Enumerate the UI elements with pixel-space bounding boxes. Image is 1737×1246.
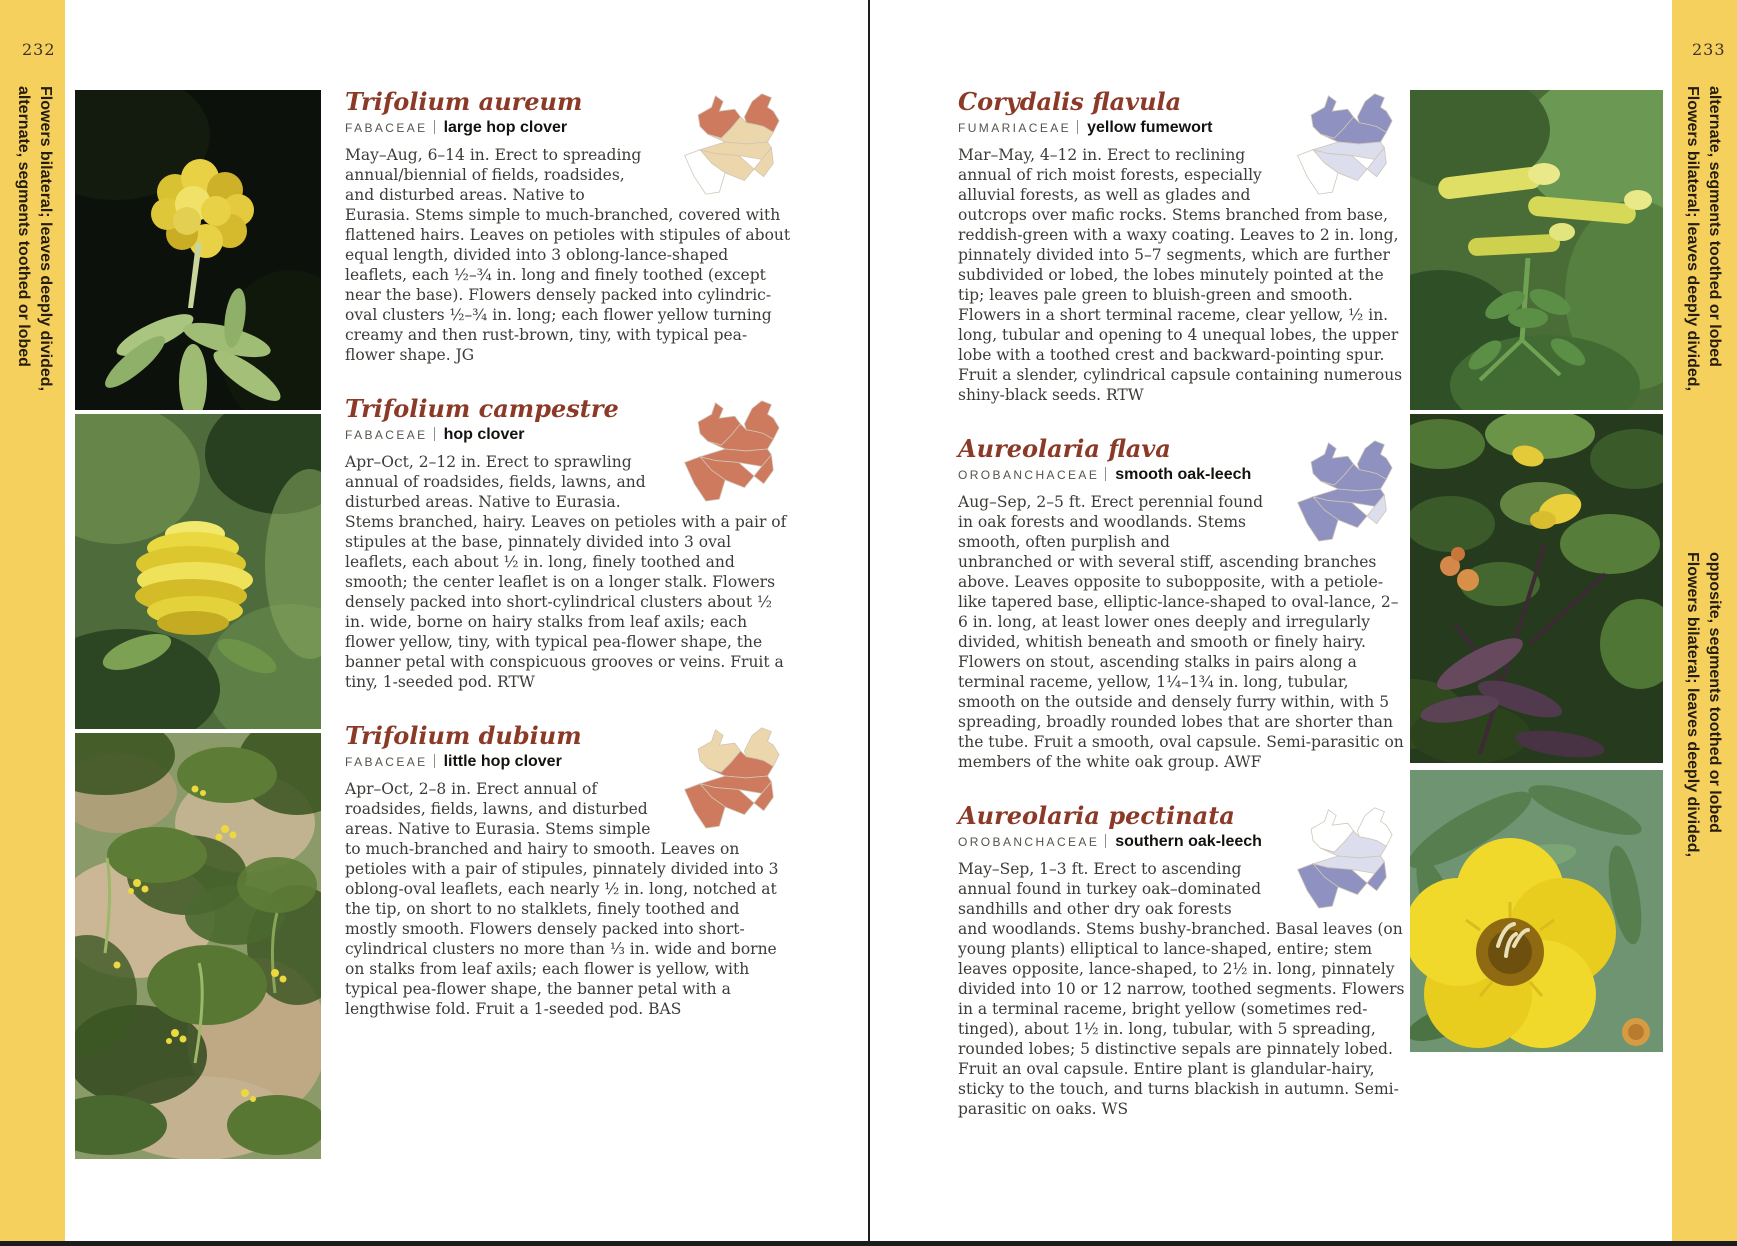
range-map-svg bbox=[1277, 802, 1405, 910]
species-entry-trifolium-dubium bbox=[345, 722, 792, 1019]
family-name: FABACEAE bbox=[345, 755, 428, 769]
species-name: Aureolaria pectinata bbox=[958, 801, 1235, 830]
caption-line: Flowers bilateral; leaves deeply divided, bbox=[37, 86, 54, 392]
species-description: Apr–Oct, 2–8 in. Erect annual of roadsides, fields, lawns, and disturbed areas. Native to Eurasia. Stems simple to much-branched and hairy to smooth. Leaves on petioles with a pair of stipules, pinnately divided into 3 oblong-oval leaflets, each nearly ½ in. long, notched at the tip, on short to no stalklets, finely toothed and mostly smooth. Flowers densely packed into short-cylindrical clusters no more than ⅓ in. wide and borne on stalks from leaf axils; each flower is yellow, with typical pea-flower shape, the banner petal with a lengthwise fold. Fruit a 1-seeded pod. BAS bbox=[345, 780, 779, 1018]
family-name: FABACEAE bbox=[345, 121, 428, 135]
common-name: smooth oak-leech bbox=[1115, 466, 1252, 483]
caption-line: alternate, segments toothed or lobed bbox=[15, 86, 32, 367]
family-divider bbox=[1105, 834, 1106, 848]
family-name: FABACEAE bbox=[345, 428, 428, 442]
range-map-svg bbox=[1277, 435, 1405, 543]
common-name: hop clover bbox=[443, 426, 525, 443]
page-bottom-edge bbox=[0, 1241, 1737, 1246]
family-divider bbox=[1077, 120, 1078, 134]
species-description: May–Sep, 1–3 ft. Erect to ascending annual found in turkey oak–dominated sandhills and other dry oak forests and woodlands. Stems bushy-branched. Basal leaves (on young plants) elliptical to lance-shaped, entire; stem leaves opposite, lance-shaped, to 2½ in. long, pinnately divided into 10 or 12 narrow, toothed segments. Flowers in a terminal raceme, bright yellow (sometimes red-tinged), about 1½ in. long, tubular, with 5 spreading, rounded lobes; 5 distinctive sepals are pinnately lobed. Fruit an oval capsule. Entire plant is glandular-hairy, sticky to the touch, and turns blackish in autumn. Semi-parasitic on oaks. WS bbox=[958, 860, 1405, 1118]
species-description: Aug–Sep, 2–5 ft. Erect perennial found in oak forests and woodlands. Stems smooth, often purplish and unbranched or with several stiff, ascending branches above. Leaves opposite to subopposite, with a petiole-like tapered base, elliptic-lance-shaped to oval-lance, 2–6 in. long, at least lower ones deeply and irregularly divided, whitish beneath and smooth or finely hairy. Flowers on stout, ascending stalks in pairs along a terminal raceme, yellow, 1¼–1¾ in. long, tubular, smooth on the outside and densely furry within, with 5 spreading, broadly rounded lobes that are shorter than the tube. Fruit a smooth, oval capsule. Semi-parasitic on members of the white oak group. AWF bbox=[958, 493, 1404, 771]
common-name: little hop clover bbox=[443, 753, 562, 770]
species-name: Trifolium dubium bbox=[345, 721, 582, 750]
range-map-svg bbox=[664, 722, 792, 830]
photo-art bbox=[1410, 414, 1663, 763]
photo-art bbox=[1410, 90, 1663, 410]
caption-line: opposite, segments toothed or lobed bbox=[1706, 552, 1723, 833]
photo-art bbox=[75, 733, 321, 1159]
flower-bud-center bbox=[1628, 1024, 1644, 1040]
photo-aureolaria-pectinata bbox=[1410, 770, 1663, 1052]
species-name: Trifolium aureum bbox=[345, 87, 583, 116]
left-sidebar-caption bbox=[8, 86, 56, 586]
range-map bbox=[1277, 802, 1405, 910]
family-name: FUMARIACEAE bbox=[958, 121, 1072, 135]
left-sidebar-tab bbox=[0, 0, 65, 1241]
family-name: OROBANCHACEAE bbox=[958, 468, 1100, 482]
species-name: Corydalis flavula bbox=[958, 87, 1182, 116]
photo-art bbox=[1410, 770, 1663, 1052]
family-name: OROBANCHACEAE bbox=[958, 835, 1100, 849]
photo-trifolium-campestre bbox=[75, 414, 321, 729]
range-map-svg bbox=[664, 88, 792, 196]
right-sidebar-tab bbox=[1672, 0, 1737, 1241]
species-description: Mar–May, 4–12 in. Erect to reclining annual of rich moist forests, especially alluvial forests, as well as glades and outcrops over mafic rocks. Stems branched from base, reddish-green with a waxy coating. Leaves to 2 in. long, pinnately divided into 5–7 segments, which are further subdivided or lobed, the lobes minutely pointed at the tip; leaves pale green to bluish-green and smooth. Flowers in a short terminal raceme, clear yellow, ½ in. long, tubular and opening to 4 unequal lobes, the upper lobe with a toothed crest and backward-pointing spur. Fruit a slender, cylindrical capsule containing numerous shiny-black seeds. RTW bbox=[958, 146, 1403, 404]
range-map bbox=[664, 88, 792, 196]
species-name: Trifolium campestre bbox=[345, 394, 619, 423]
range-map bbox=[664, 722, 792, 830]
photo-trifolium-aureum bbox=[75, 90, 321, 410]
range-map bbox=[1277, 88, 1405, 196]
family-divider bbox=[434, 120, 435, 134]
photo-art bbox=[75, 90, 321, 410]
family-divider bbox=[434, 427, 435, 441]
right-sidebar-caption-top bbox=[1681, 86, 1729, 586]
species-entry-trifolium-aureum bbox=[345, 88, 792, 365]
common-name: large hop clover bbox=[443, 119, 568, 136]
common-name: yellow fumewort bbox=[1087, 119, 1213, 136]
family-divider bbox=[1105, 467, 1106, 481]
species-description: Apr–Oct, 2–12 in. Erect to sprawling annual of roadsides, fields, lawns, and disturbed areas. Native to Eurasia. Stems branched, hairy. Leaves on petioles with a pair of stipules at the base, pinnately divided into 3 oval leaflets, each about ½ in. long, finely toothed and smooth; the center leaflet is on a longer stalk. Flowers densely packed into short-cylindrical clusters about ½ in. wide, borne on hairy stalks from leaf axils; each flower yellow, tiny, with typical pea-flower shape, the banner petal with conspicuous grooves or veins. Fruit a tiny, 1-seeded pod. RTW bbox=[345, 453, 787, 691]
species-description: May–Aug, 6–14 in. Erect to spreading annual/biennial of fields, roadsides, and disturbed areas. Native to Eurasia. Stems simple to much-branched, covered with flattened hairs. Leaves on petioles with stipules of about equal length, divided into 3 oblong-lance-shaped leaflets, each ½–¾ in. long and finely toothed (except near the base). Flowers densely packed into cylindric-oval clusters ½–¾ in. long; each flower yellow turning creamy and then rust-brown, tiny, with typical pea-flower shape. JG bbox=[345, 146, 791, 364]
range-map-svg bbox=[664, 395, 792, 503]
range-map bbox=[664, 395, 792, 503]
caption-line: Flowers bilateral; leaves deeply divided, bbox=[1684, 552, 1701, 858]
page-gutter-line bbox=[868, 0, 870, 1246]
caption-line: alternate, segments toothed or lobed bbox=[1706, 86, 1723, 367]
species-entry-corydalis-flavula bbox=[958, 88, 1405, 405]
right-text-column bbox=[958, 88, 1405, 1119]
photo-trifolium-dubium bbox=[75, 733, 321, 1159]
page-number-right: 233 bbox=[1692, 40, 1726, 59]
species-entry-trifolium-campestre bbox=[345, 395, 792, 692]
caption-line: Flowers bilateral; leaves deeply divided, bbox=[1684, 86, 1701, 392]
photo-corydalis-flavula bbox=[1410, 90, 1663, 410]
common-name: southern oak-leech bbox=[1115, 833, 1262, 850]
page-number-left: 232 bbox=[22, 40, 56, 59]
photo-art bbox=[75, 414, 321, 729]
range-map bbox=[1277, 435, 1405, 543]
species-entry-aureolaria-flava bbox=[958, 435, 1405, 772]
species-name: Aureolaria flava bbox=[958, 434, 1171, 463]
right-sidebar-caption-bottom bbox=[1681, 552, 1729, 1052]
family-divider bbox=[434, 754, 435, 768]
species-entry-aureolaria-pectinata bbox=[958, 802, 1405, 1119]
range-map-svg bbox=[1277, 88, 1405, 196]
left-text-column bbox=[345, 88, 792, 1019]
photo-aureolaria-flava bbox=[1410, 414, 1663, 763]
